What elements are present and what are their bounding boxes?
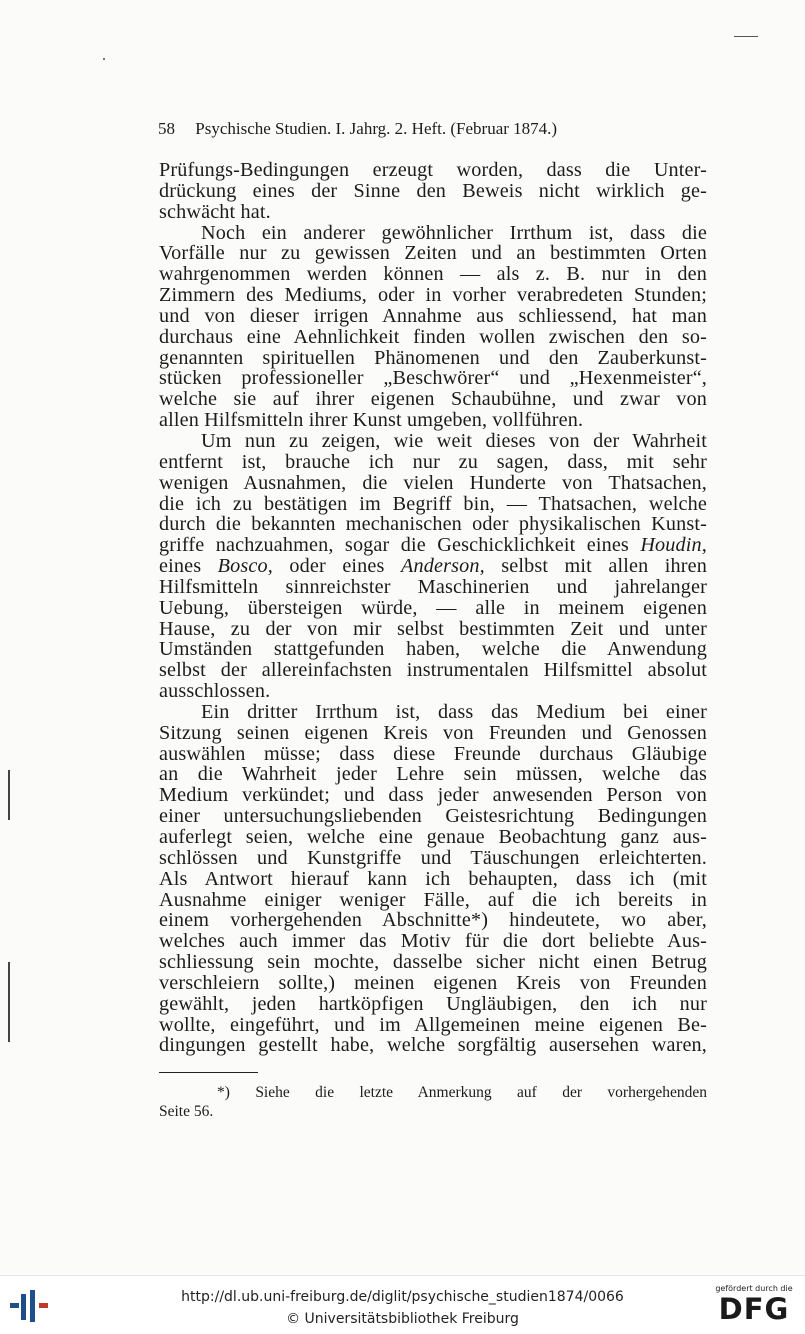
- footnote-line: *) Siehe die letzte Anmerkung auf der vorhergehenden: [217, 1084, 707, 1101]
- text-line: Umständen stattgefunden haben, welche die Anwendung: [159, 638, 707, 661]
- text-line: drückung eines der Sinne den Beweis nicht wirklich ge-: [159, 179, 707, 202]
- text-line: Als Antwort hierauf kann ich behaupten, dass ich (mit: [159, 867, 707, 890]
- text-line: Medium verkündet; und dass jeder anwesenden Person von: [159, 784, 707, 807]
- footnote: [159, 1083, 707, 1121]
- text-line: Prüfungs-Bedingungen erzeugt worden, dass die Unter-: [159, 159, 707, 181]
- permalink-url[interactable]: http://dl.ub.uni-freiburg.de/diglit/psychische_studien1874/0066: [181, 1289, 624, 1305]
- text-line: Hause, zu der von mir selbst bestimmten Zeit und unter: [159, 617, 707, 640]
- text-line: entfernt ist, brauche ich nur zu sagen, dass, mit sehr: [159, 450, 707, 473]
- text-line: verschleiern sollte,) meinen eigenen Kreis von Freunden: [159, 971, 707, 994]
- dfg-wordmark: DFG: [718, 1292, 790, 1326]
- text-line: auferlegt seien, welche eine genaue Beobachtung ganz aus-: [159, 826, 707, 848]
- text-line: durch die bekannten mechanischen oder physikalischen Kunst-: [159, 513, 707, 536]
- text-line: Uebung, übersteigen würde, — alle in meinem eigenen: [159, 596, 707, 619]
- footnote-rule: [159, 1072, 258, 1073]
- text-line: Hilfsmitteln sinnreichster Maschinerien und jahrelanger: [159, 575, 707, 598]
- text-line: durchaus eine Aehnlichkeit finden wollen zwischen den so-: [159, 325, 707, 348]
- page-number: 58: [158, 119, 175, 138]
- text-line: Vorfälle nur zu gewissen Zeiten und an bestimmten Orten: [159, 242, 707, 265]
- running-header: [158, 119, 658, 139]
- text-line: dingungen gestellt habe, welche sorgfältig ausersehen waren,: [159, 1034, 707, 1057]
- text-line: Noch ein anderer gewöhnlicher Irrthum ist, dass die: [201, 221, 707, 244]
- footnote-line: Seite 56.: [159, 1103, 214, 1120]
- text-line: wahrgenommen werden können — als z. B. nur in den: [159, 263, 707, 286]
- text-line: wollte, eingeführt, und im Allgemeinen meine eigenen Be-: [159, 1013, 707, 1036]
- text-line: griffe nachzuahmen, sogar die Geschicklichkeit eines Houdin,: [159, 534, 707, 557]
- text-line: allen Hilfsmitteln ihrer Kunst umgeben, vollführen.: [159, 409, 584, 432]
- dfg-logo[interactable]: [713, 1284, 795, 1330]
- scan-edge-line: [8, 770, 10, 820]
- text-line: Zimmern des Mediums, oder in vorher verabredeten Stunden;: [159, 284, 707, 307]
- text-line: genannten spirituellen Phänomenen und den Zauberkunst-: [159, 346, 707, 369]
- dfg-funding-caption: gefördert durch die: [715, 1284, 793, 1293]
- text-line: schlössen und Kunstgriffe und Täuschungen erleichterten.: [159, 846, 707, 869]
- text-line: Um nun zu zeigen, wie weit dieses von der Wahrheit: [201, 429, 707, 452]
- scan-speck: [103, 58, 105, 60]
- text-line: selbst der allereinfachsten instrumentalen Hilfsmittel absolut: [159, 659, 707, 682]
- text-line: einer untersuchungsliebenden Geistesrichtung Bedingungen: [159, 805, 707, 828]
- text-line: Ausnahme einiger weniger Fälle, auf die ich bereits in: [159, 888, 707, 911]
- text-line: ausschlossen.: [159, 680, 271, 703]
- text-line: Sitzung seinen eigenen Kreis von Freunden und Genossen: [159, 721, 707, 744]
- text-line: eines Bosco, oder eines Anderson, selbst mit allen ihren: [159, 555, 707, 578]
- copyright-notice: © Universitätsbibliothek Freiburg: [286, 1311, 519, 1327]
- text-line: welche sie auf ihrer eigenen Schaubühne, und zwar von: [159, 388, 707, 411]
- scan-edge-line: [8, 962, 10, 1042]
- text-line: einem vorhergehenden Abschnitte*) hindeutete, wo aber,: [159, 909, 707, 932]
- text-line: welches auch immer das Motiv für die dort beliebte Aus-: [159, 930, 707, 953]
- viewer-footer: [0, 1275, 805, 1334]
- body-text: [159, 160, 707, 1056]
- running-title: Psychische Studien. I. Jahrg. 2. Heft. (Februar 1874.): [195, 119, 558, 138]
- text-line: auswählen müsse; dass diese Freunde durchaus Gläubige: [159, 742, 707, 765]
- text-line: gewählt, jeden hartköpfigen Ungläubigen, den ich nur: [159, 992, 707, 1015]
- text-line: Ein dritter Irrthum ist, dass das Medium bei einer: [201, 700, 707, 723]
- text-line: die ich zu bestätigen im Begriff bin, — Thatsachen, welche: [159, 492, 707, 515]
- text-line: an die Wahrheit jeder Lehre sein müssen, welche das: [159, 763, 707, 786]
- corner-mark: [734, 36, 758, 37]
- text-line: wenigen Ausnahmen, die vielen Hunderte von Thatsachen,: [159, 471, 707, 494]
- text-line: stücken professioneller „Beschwörer“ und „Hexenmeister“,: [159, 367, 707, 390]
- text-line: und von dieser irrigen Annahme aus schliessend, hat man: [159, 304, 707, 327]
- text-line: schliessung sein mochte, dasselbe sicher nicht einen Betrug: [159, 951, 707, 974]
- text-line: schwächt hat.: [159, 200, 271, 223]
